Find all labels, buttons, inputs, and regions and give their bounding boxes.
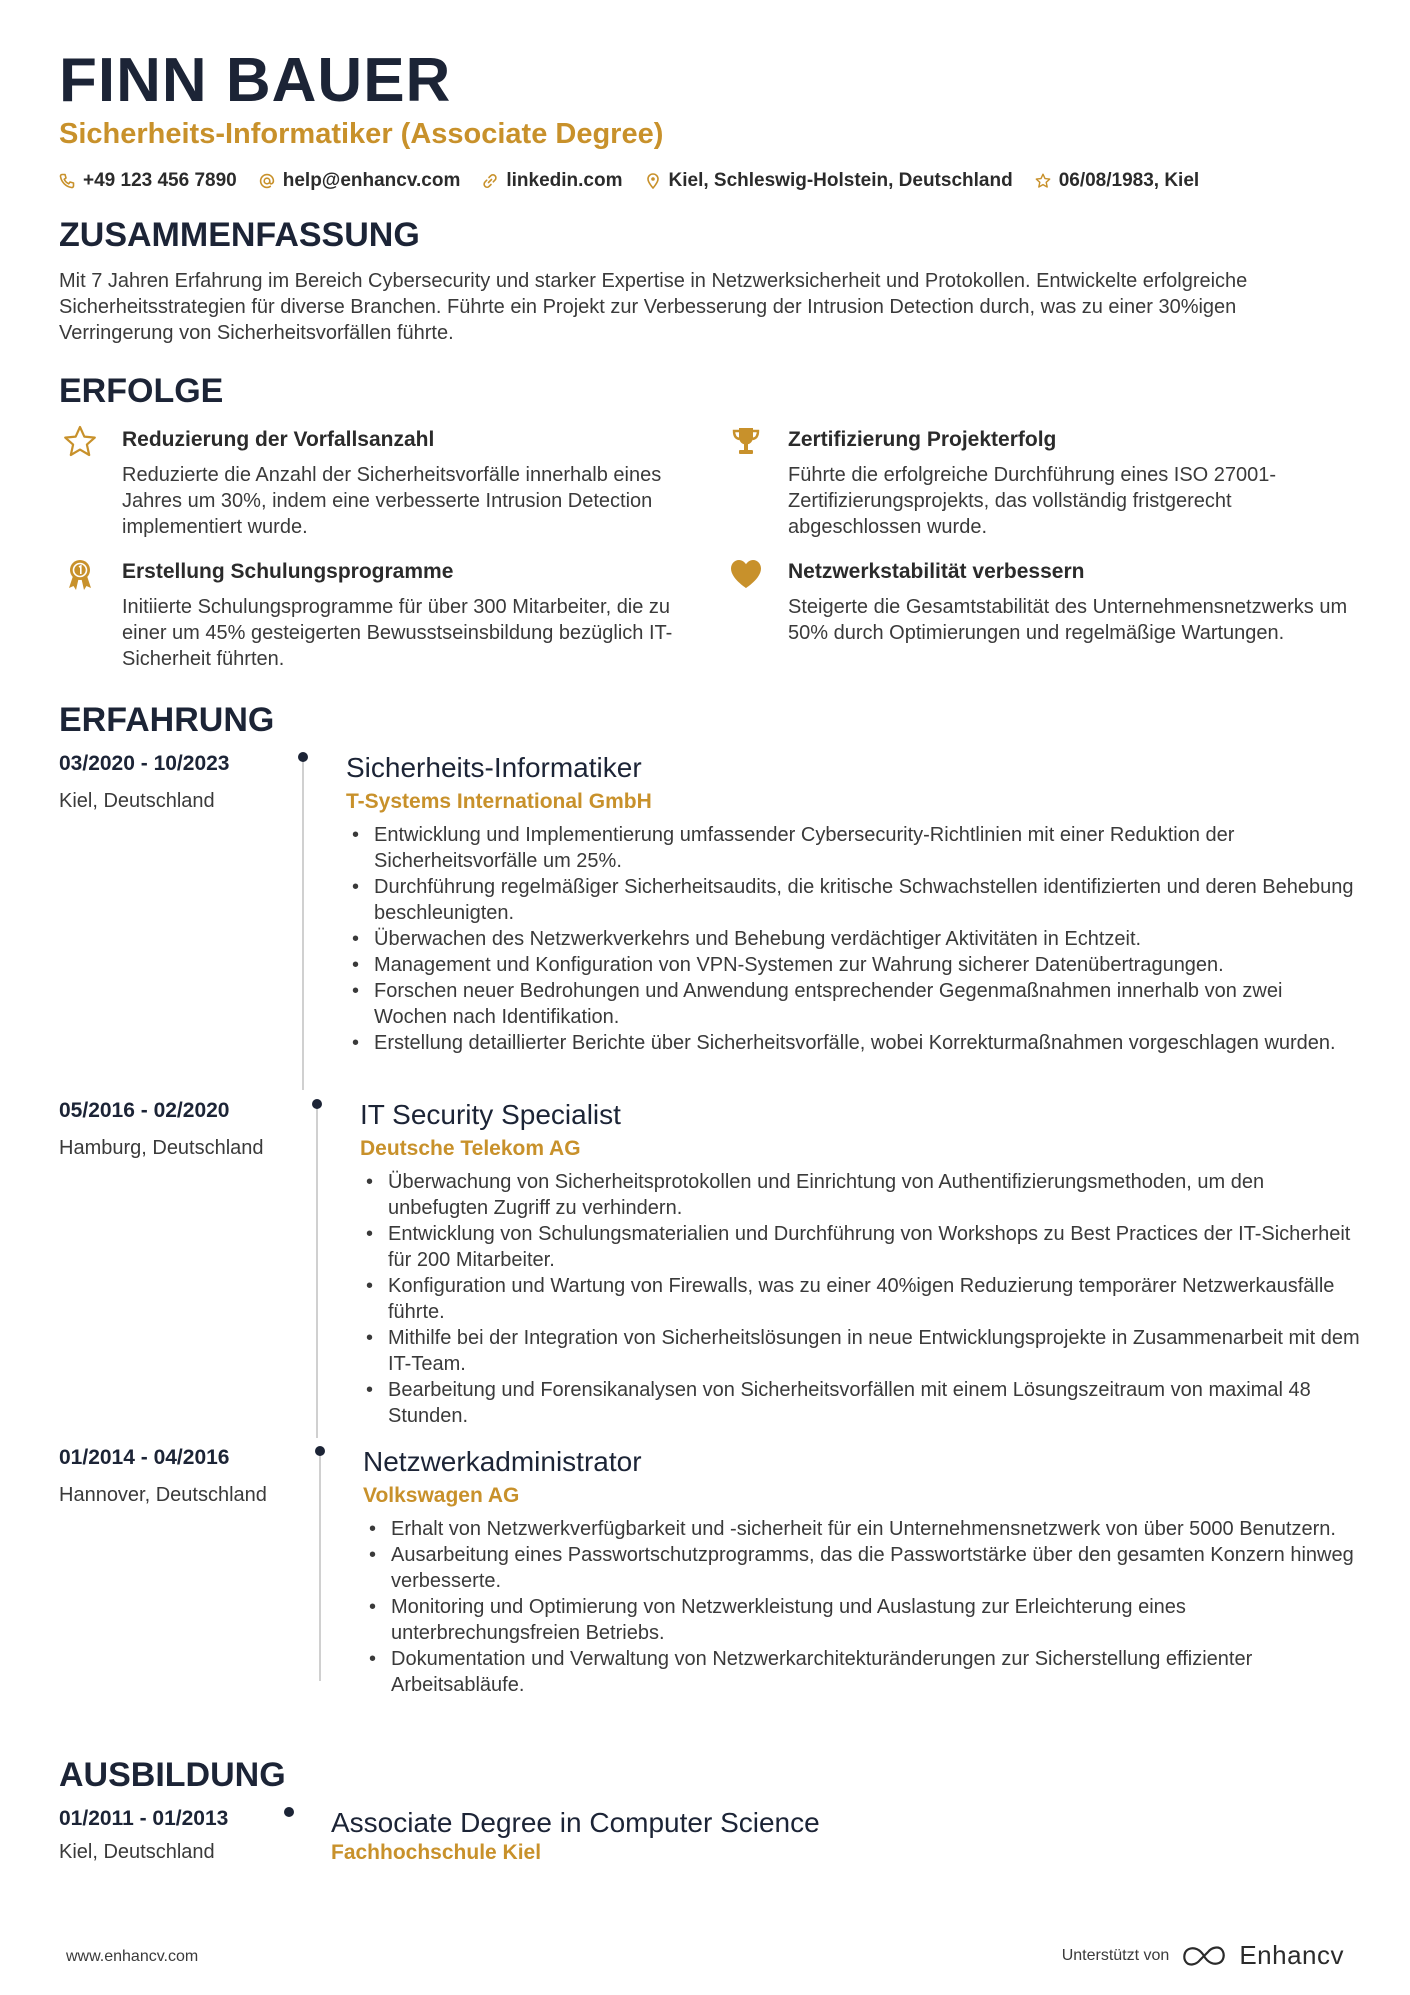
candidate-title: Sicherheits-Informatiker (Associate Degree) [59, 118, 664, 150]
list-item: • Durchführung regelmäßiger Sicherheitsaudits, die kritische Schwachstellen identifizierten und deren Behebung beschleunigten. [346, 874, 1356, 926]
list-item: • Management und Konfiguration von VPN-Systemen zur Wahrung sicherer Datenübertragungen. [346, 952, 1356, 978]
education-degree: Associate Degree in Computer Science [331, 1807, 820, 1838]
education-heading: AUSBILDUNG [59, 1756, 286, 1794]
list-item: • Monitoring und Optimierung von Netzwerkleistung und Auslastung zur Erleichterung eines unterbrechungsfreien Betriebs. [363, 1594, 1363, 1646]
job-role: Netzwerkadministrator [363, 1446, 642, 1477]
job-company: Deutsche Telekom AG [360, 1137, 581, 1160]
job-entry [360, 1099, 1360, 1429]
achievement-title: Netzwerkstabilität verbessern [788, 560, 1085, 583]
experience-heading: ERFAHRUNG [59, 701, 275, 739]
achievement-title: Zertifizierung Projekterfolg [788, 428, 1057, 451]
list-item: • Dokumentation und Verwaltung von Netzwerkarchitekturänderungen zur Sicherstellung effizienter Arbeitsabläufe. [363, 1646, 1363, 1698]
contact-phone-text: +49 123 456 7890 [83, 170, 237, 191]
phone-icon [59, 173, 75, 189]
achievements-heading: ERFOLGE [59, 372, 224, 410]
list-item: • Ausarbeitung eines Passwortschutzprogramms, das die Passwortstärke über den gesamten Konzern hinweg verbesserte. [363, 1542, 1363, 1594]
candidate-name: FINN BAUER [59, 46, 452, 115]
education-meta [59, 1807, 228, 1864]
link-icon [482, 173, 498, 189]
job-bullets [346, 822, 1356, 1056]
timeline-dot [284, 1807, 294, 1817]
achievement-title: Erstellung Schulungsprogramme [122, 560, 454, 583]
contact-linkedin-text: linkedin.com [506, 170, 623, 191]
list-item: • Überwachen des Netzwerkverkehrs und Behebung verdächtiger Aktivitäten in Echtzeit. [346, 926, 1356, 952]
footer-brand: Enhancv [1239, 1940, 1344, 1970]
education-date: 01/2011 - 01/2013 [59, 1807, 229, 1830]
job-date: 03/2020 - 10/2023 [59, 752, 230, 775]
heart-icon [728, 556, 764, 592]
job-entry [363, 1446, 1363, 1698]
achievement-text: Initiierte Schulungsprogramme für über 300 Mitarbeiter, die zu einer um 45% gesteigerten Bewusstseinsbildung bezüglich IT-Sicherheit führten. [122, 596, 673, 670]
footer-website[interactable]: www.enhancv.com [66, 1948, 199, 1965]
timeline-line [319, 1451, 321, 1681]
footer-powered-by[interactable] [1062, 1940, 1344, 1971]
list-item: • Entwicklung und Implementierung umfassender Cybersecurity-Richtlinien mit einer Reduktion der Sicherheitsvorfälle um 25%. [346, 822, 1356, 874]
location-icon [645, 173, 661, 189]
education-entry [331, 1807, 1331, 1865]
list-item: • Überwachung von Sicherheitsprotokollen und Einrichtung von Authentifizierungsmethoden, um den unbefugten Zugriff zu verhindern. [360, 1169, 1360, 1221]
job-company: Volkswagen AG [363, 1484, 520, 1507]
timeline-line [316, 1104, 318, 1438]
achievement-title: Reduzierung der Vorfallsanzahl [122, 428, 435, 451]
contact-location-text: Kiel, Schleswig-Holstein, Deutschland [668, 170, 1013, 191]
job-bullets [363, 1516, 1363, 1698]
job-date: 01/2014 - 04/2016 [59, 1446, 230, 1469]
contact-birth-text: 06/08/1983, Kiel [1058, 170, 1200, 191]
job-location: Hannover, Deutschland [59, 1484, 267, 1506]
list-item: • Entwicklung von Schulungsmaterialien und Durchführung von Workshops zu Best Practices der IT-Sicherheit für 200 Mitarbeiter. [360, 1221, 1360, 1273]
achievement-text: Führte die erfolgreiche Durchführung eines ISO 27001-Zertifizierungsprojekts, das vollständig fristgerecht abgeschlossen wurde. [788, 464, 1277, 538]
star-icon [1035, 173, 1051, 189]
job-bullets [360, 1169, 1360, 1429]
job-meta [59, 752, 229, 813]
list-item: • Konfiguration und Wartung von Firewalls, was zu einer 40%igen Reduzierung temporärer Netzwerkausfälle führte. [360, 1273, 1360, 1325]
job-role: IT Security Specialist [360, 1099, 621, 1130]
job-location: Hamburg, Deutschland [59, 1137, 264, 1159]
timeline-dot [312, 1099, 322, 1109]
contact-birth [1035, 170, 1200, 192]
contact-email[interactable] [259, 170, 461, 192]
job-entry [346, 752, 1356, 1056]
summary-heading: ZUSAMMENFASSUNG [59, 216, 420, 254]
list-item: • Forschen neuer Bedrohungen und Anwendung entsprechender Gegenmaßnahmen innerhalb von zwei Wochen nach Identifikation. [346, 978, 1356, 1030]
list-item: • Erhalt von Netzwerkverfügbarkeit und -sicherheit für ein Unternehmensnetzwerk von über 5000 Benutzern. [363, 1516, 1363, 1542]
job-meta [59, 1446, 267, 1507]
timeline-line [302, 757, 304, 1090]
contact-bar [59, 170, 1199, 192]
contact-email-text: help@enhancv.com [282, 170, 461, 191]
achievement-text: Reduzierte die Anzahl der Sicherheitsvorfälle innerhalb eines Jahres um 30%, indem eine verbesserte Intrusion Detection implementiert wurde. [122, 464, 662, 538]
list-item: • Mithilfe bei der Integration von Sicherheitslösungen in neue Entwicklungsprojekte in Zusammenarbeit mit dem IT-Team. [360, 1325, 1360, 1377]
star-outline-icon [62, 424, 98, 460]
achievement-text: Steigerte die Gesamtstabilität des Unternehmensnetzwerks um 50% durch Optimierungen und regelmäßige Wartungen. [788, 596, 1348, 644]
education-location: Kiel, Deutschland [59, 1841, 215, 1863]
contact-phone[interactable] [59, 170, 237, 192]
summary-text: Mit 7 Jahren Erfahrung im Bereich Cybersecurity und starker Expertise in Netzwerksicherheit und Protokollen. Entwickelte erfolgreiche Sicherheitsstrategien für diverse Branchen. Führte ein Projekt zur Verbesserung der Intrusion Detection durch, was zu einer 30%igen Verringerung von Sicherheitsvorfällen führte. [59, 270, 1248, 344]
job-date: 05/2016 - 02/2020 [59, 1099, 230, 1122]
job-role: Sicherheits-Informatiker [346, 752, 642, 783]
job-meta [59, 1099, 264, 1160]
contact-location [645, 170, 1013, 192]
job-location: Kiel, Deutschland [59, 790, 215, 812]
timeline-dot [315, 1446, 325, 1456]
job-company: T-Systems International GmbH [346, 790, 652, 813]
enhancv-logo-icon [1181, 1944, 1227, 1968]
at-icon [259, 173, 275, 189]
footer-powered-label: Unterstützt von [1061, 1946, 1170, 1964]
medal-icon [62, 556, 98, 592]
list-item: • Bearbeitung und Forensikanalysen von Sicherheitsvorfällen mit einem Lösungszeitraum von maximal 48 Stunden. [360, 1377, 1360, 1429]
education-school: Fachhochschule Kiel [331, 1841, 542, 1864]
contact-linkedin[interactable] [482, 170, 622, 192]
trophy-icon [728, 424, 764, 460]
list-item: • Erstellung detaillierter Berichte über Sicherheitsvorfälle, wobei Korrekturmaßnahmen vorgeschlagen wurden. [346, 1030, 1356, 1056]
timeline-dot [298, 752, 308, 762]
